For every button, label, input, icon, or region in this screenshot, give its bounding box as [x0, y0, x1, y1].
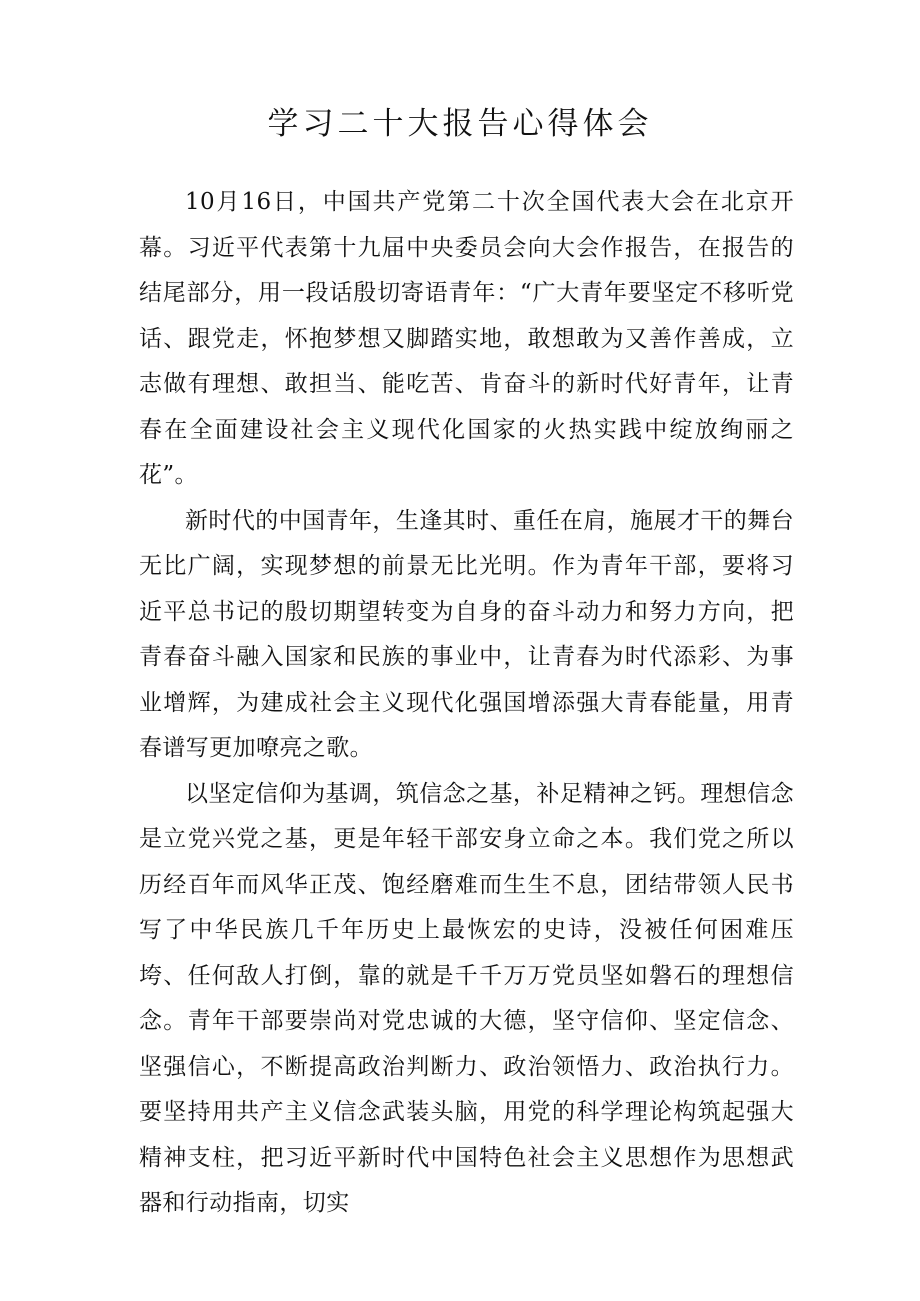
paragraph-3: 以坚定信仰为基调，筑信念之基，补足精神之钙。理想信念是立党兴党之基，更是年轻干部安身立命之本。我们党之所以历经百年而风华正茂、饱经磨难而生生不息，团结带领人民书写了中华民族几千年历史上最恢宏的史诗，没被任何困难压垮、任何敌人打倒，靠的就是千千万万党员坚如磐石的理想信念。青年干部要崇尚对党忠诚的大德，坚守信仰、坚定信念、坚强信心，不断提高政治判断力、政治领悟力、政治执行力。要坚持用共产主义信念武装头脑，用党的科学理论构筑起强大精神支柱，把习近平新时代中国特色社会主义思想作为思想武器和行动指南，切实	[139, 780, 794, 1216]
paragraph-2: 新时代的中国青年，生逢其时、重任在肩，施展才干的舞台无比广阔，实现梦想的前景无比光明。作为青年干部，要将习近平总书记的殷切期望转变为自身的奋斗动力和努力方向，把青春奋斗融入国家和民族的事业中，让青春为时代添彩、为事业增辉，为建成社会主义现代化强国增添强大青春能量，用青春谱写更加嘹亮之歌。	[139, 507, 794, 761]
document-title: 学习二十大报告心得体会	[267, 106, 653, 142]
document-body	[139, 180, 794, 1227]
paragraph-1: 10月16日，中国共产党第二十次全国代表大会在北京开幕。习近平代表第十九届中央委员会向大会作报告，在报告的结尾部分，用一段话殷切寄语青年：“广大青年要坚定不移听党话、跟党走，怀抱梦想又脚踏实地，敢想敢为又善作善成，立志做有理想、敢担当、能吃苦、肯奋斗的新时代好青年，让青春在全面建设社会主义现代化国家的火热实践中绽放绚丽之花”。	[139, 189, 794, 488]
